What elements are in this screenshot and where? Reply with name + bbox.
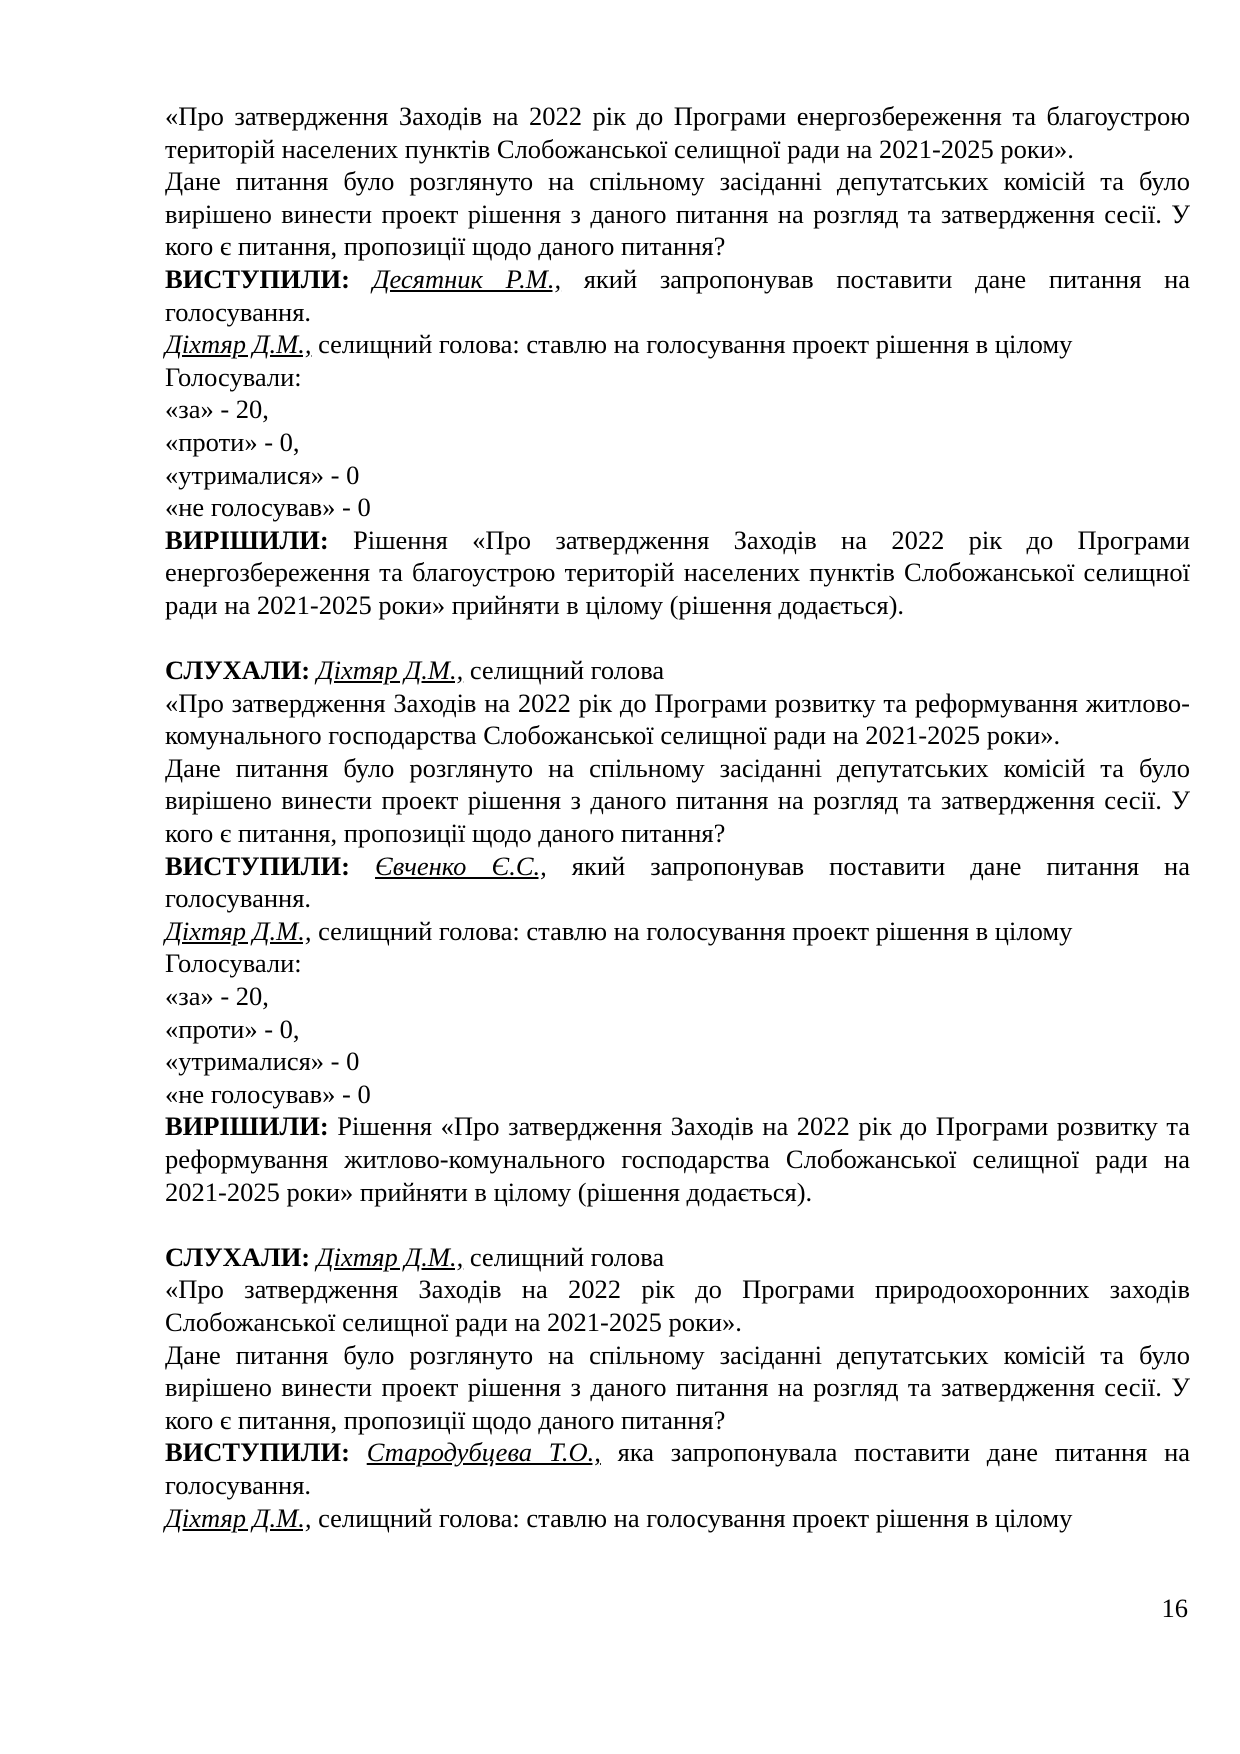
speaker-name: Десятник Р.М., — [372, 263, 562, 294]
vote-for: «за» - 20, — [165, 981, 269, 1012]
agenda-item-title: «Про затвердження Заходів на 2022 рік до Програми природоохоронних заходів Слобожанської селищної ради на 2021-2025 роки». — [165, 1274, 1190, 1337]
spoke-paragraph — [165, 263, 1190, 328]
agenda-item-2 — [165, 654, 1190, 1208]
spoke-label: ВИСТУПИЛИ: — [165, 1437, 350, 1468]
spoke-label: ВИСТУПИЛИ: — [165, 850, 350, 881]
agenda-item-1 — [165, 100, 1190, 622]
heard-label: СЛУХАЛИ: — [165, 1241, 311, 1272]
discussion-text: Дане питання було розглянуто на спільному засіданні депутатських комісій та було вирішено винести проект рішення з даного питання на розгляд та затвердження сесії. У кого є питання, пропозиції щодо даного питання? — [165, 1339, 1190, 1435]
chair-name: Діхтяр Д.М., — [165, 915, 312, 946]
decision-paragraph — [165, 1110, 1190, 1208]
speaker-text: який запропонував поставити дане питання на голосування. — [165, 850, 1191, 914]
section-spacer — [165, 622, 1190, 655]
speaker-name: Стародубцева Т.О., — [366, 1437, 601, 1468]
heard-paragraph — [165, 1241, 1190, 1274]
chair-text: селищний голова: ставлю на голосування проект рішення в цілому — [311, 1502, 1073, 1533]
chair-paragraph — [165, 1502, 1190, 1535]
spoke-paragraph — [165, 1436, 1190, 1501]
decision-paragraph — [165, 524, 1190, 622]
heard-paragraph — [165, 654, 1190, 687]
voted-label: Голосували: — [165, 361, 302, 392]
section-spacer — [165, 1208, 1190, 1241]
decided-label: ВИРІШИЛИ: — [165, 1111, 329, 1142]
chair-name: Діхтяр Д.М., — [165, 329, 312, 360]
discussion-text: Дане питання було розглянуто на спільному засіданні депутатських комісій та було вирішено винести проект рішення з даного питання на розгляд та затвердження сесії. У кого є питання, пропозиції щодо даного питання? — [165, 166, 1190, 262]
chair-paragraph — [165, 915, 1190, 948]
vote-against: «проти» - 0, — [165, 1013, 300, 1044]
decided-label: ВИРІШИЛИ: — [165, 524, 329, 555]
vote-against: «проти» - 0, — [165, 426, 300, 457]
document-page — [165, 100, 1190, 1534]
chair-name: Діхтяр Д.М., — [165, 1502, 312, 1533]
spoke-paragraph — [165, 850, 1190, 915]
decided-text: Рішення «Про затвердження Заходів на 2022 рік до Програми енергозбереження та благоустрою територій населених пунктів Слобожанської селищної ради на 2021-2025 роки» прийняти в цілому (рішення додається). — [165, 524, 1190, 620]
chair-paragraph — [165, 328, 1190, 361]
heard-name: Діхтяр Д.М., — [316, 655, 464, 686]
vote-for: «за» - 20, — [165, 394, 269, 425]
heard-label: СЛУХАЛИ: — [165, 655, 311, 686]
vote-abstain: «утрималися» - 0 — [165, 1046, 360, 1077]
discussion-text: Дане питання було розглянуто на спільному засіданні депутатських комісій та було вирішено винести проект рішення з даного питання на розгляд та затвердження сесії. У кого є питання, пропозиції щодо даного питання? — [165, 752, 1190, 849]
heard-name: Діхтяр Д.М., — [316, 1241, 464, 1272]
agenda-item-title: «Про затвердження Заходів на 2022 рік до Програми розвитку та реформування житлово-комунального господарства Слобожанської селищної ради на 2021-2025 роки». — [165, 687, 1190, 751]
agenda-item-title: «Про затвердження Заходів на 2022 рік до Програми енергозбереження та благоустрою територій населених пунктів Слобожанської селищної ради на 2021-2025 роки». — [165, 101, 1190, 164]
chair-text: селищний голова: ставлю на голосування проект рішення в цілому — [311, 329, 1073, 360]
decided-text: Рішення «Про затвердження Заходів на 2022 рік до Програми розвитку та реформування житлово-комунального господарства Слобожанської селищної ради на 2021-2025 роки» прийняти в цілому (рішення додається). — [165, 1111, 1190, 1207]
vote-none: «не голосував» - 0 — [165, 492, 371, 523]
vote-abstain: «утрималися» - 0 — [165, 459, 360, 490]
heard-role: селищний голова — [463, 1241, 665, 1272]
speaker-text: яка запропонувала поставити дане питання на голосування. — [165, 1437, 1191, 1500]
spoke-label: ВИСТУПИЛИ: — [165, 263, 350, 294]
speaker-name: Євченко Є.С., — [375, 850, 547, 881]
vote-none: «не голосував» - 0 — [165, 1078, 371, 1109]
chair-text: селищний голова: ставлю на голосування проект рішення в цілому — [311, 915, 1073, 946]
voted-label: Голосували: — [165, 948, 302, 979]
agenda-item-3 — [165, 1241, 1190, 1534]
heard-role: селищний голова — [463, 655, 665, 686]
speaker-text: який запропонував поставити дане питання на голосування. — [165, 263, 1191, 327]
